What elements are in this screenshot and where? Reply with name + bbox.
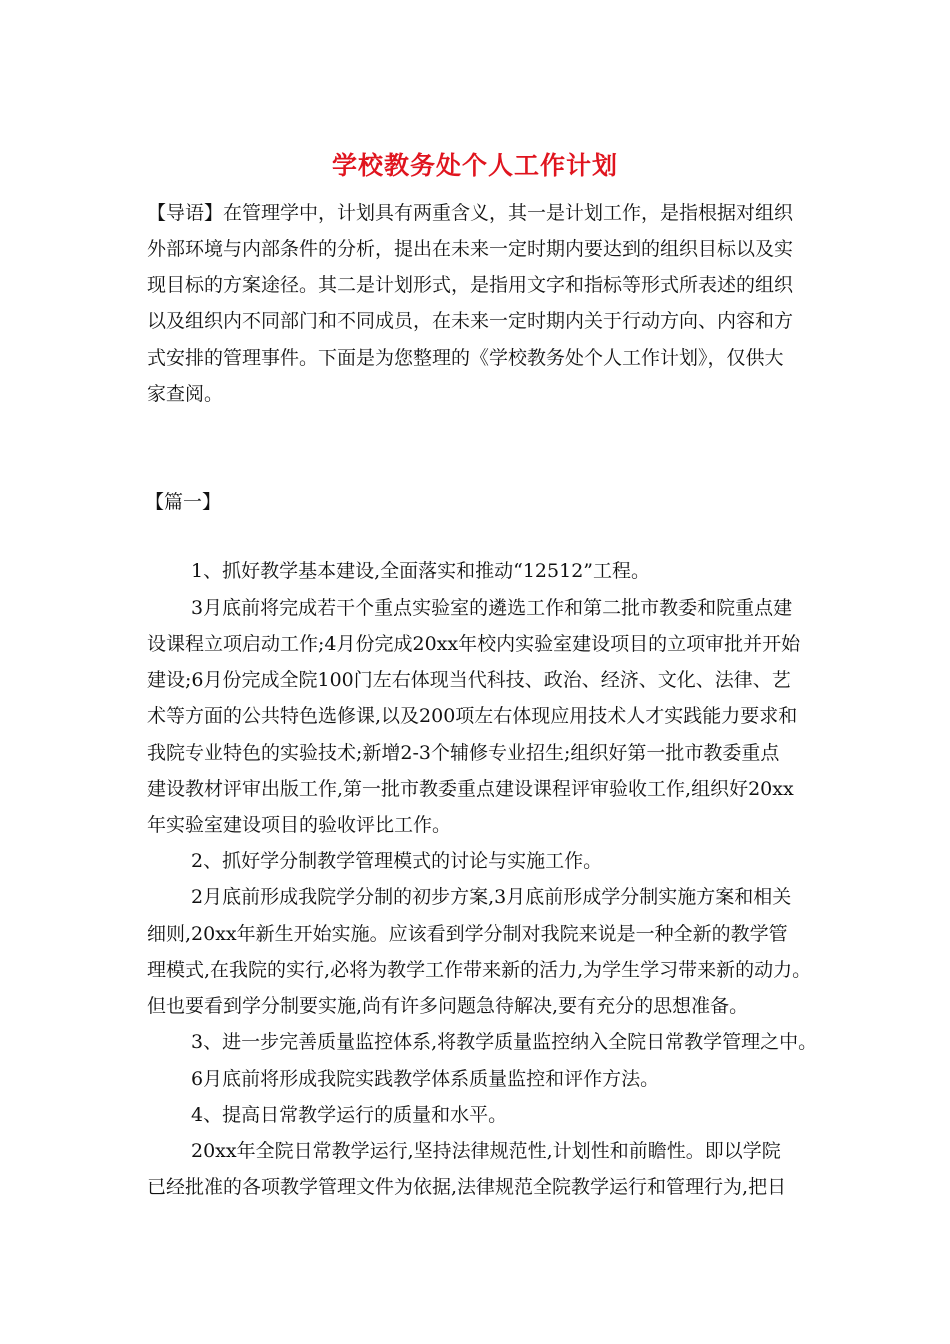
body-line: 建设教材评审出版工作,第一批市教委重点建设课程评审验收工作,组织好20xx xyxy=(147,778,794,800)
body-line: 但也要看到学分制要实施,尚有许多问题急待解决,要有充分的思想准备。 xyxy=(147,995,749,1017)
body-line: 细则,20xx年新生开始实施。应该看到学分制对我院来说是一种全新的教学管 xyxy=(147,923,788,945)
intro-line: 式安排的管理事件。下面是为您整理的《学校教务处个人工作计划》，仅供大 xyxy=(147,347,784,369)
section-heading: 【篇一】 xyxy=(145,491,222,513)
body-line: 20xx年全院日常教学运行,坚持法律规范性,计划性和前瞻性。即以学院 xyxy=(191,1140,781,1162)
body-line: 建设;6月份完成全院100门左右体现当代科技、政治、经济、文化、法律、艺 xyxy=(147,669,791,691)
intro-line: 以及组织内不同部门和不同成员，在未来一定时期内关于行动方向、内容和方 xyxy=(147,310,794,332)
body-line: 2、抓好学分制教学管理模式的讨论与实施工作。 xyxy=(191,850,603,872)
body-line: 3月底前将完成若干个重点实验室的遴选工作和第二批市教委和院重点建 xyxy=(191,597,793,619)
body-line: 术等方面的公共特色选修课,以及200项左右体现应用技术人才实践能力要求和 xyxy=(147,705,798,727)
body-line: 我院专业特色的实验技术;新增2-3个辅修专业招生;组织好第一批市教委重点 xyxy=(147,742,780,764)
intro-line: 外部环境与内部条件的分析，提出在未来一定时期内要达到的组织目标以及实 xyxy=(147,238,794,260)
body-line: 6月底前将形成我院实践教学体系质量监控和评作方法。 xyxy=(191,1068,660,1090)
intro-line: 【导语】在管理学中，计划具有两重含义，其一是计划工作，是指根据对组织 xyxy=(147,202,794,224)
intro-line: 现目标的方案途径。其二是计划形式，是指用文字和指标等形式所表述的组织 xyxy=(147,274,794,296)
body-line: 1、抓好教学基本建设,全面落实和推动“12512”工程。 xyxy=(191,560,650,582)
body-line: 2月底前形成我院学分制的初步方案,3月底前形成学分制实施方案和相关 xyxy=(191,886,792,908)
body-line: 4、提高日常教学运行的质量和水平。 xyxy=(191,1104,508,1126)
intro-line: 家查阅。 xyxy=(147,383,224,405)
body-line: 理模式,在我院的实行,必将为教学工作带来新的活力,为学生学习带来新的动力。 xyxy=(147,959,812,981)
body-line: 已经批准的各项教学管理文件为依据,法律规范全院教学运行和管理行为,把日 xyxy=(147,1176,787,1198)
body-line: 3、进一步完善质量监控体系,将教学质量监控纳入全院日常教学管理之中。 xyxy=(191,1031,818,1053)
body-line: 年实验室建设项目的验收评比工作。 xyxy=(147,814,452,836)
body-line: 设课程立项启动工作;4月份完成20xx年校内实验室建设项目的立项审批并开始 xyxy=(147,633,801,655)
document-title: 学校教务处个人工作计划 xyxy=(331,151,618,180)
